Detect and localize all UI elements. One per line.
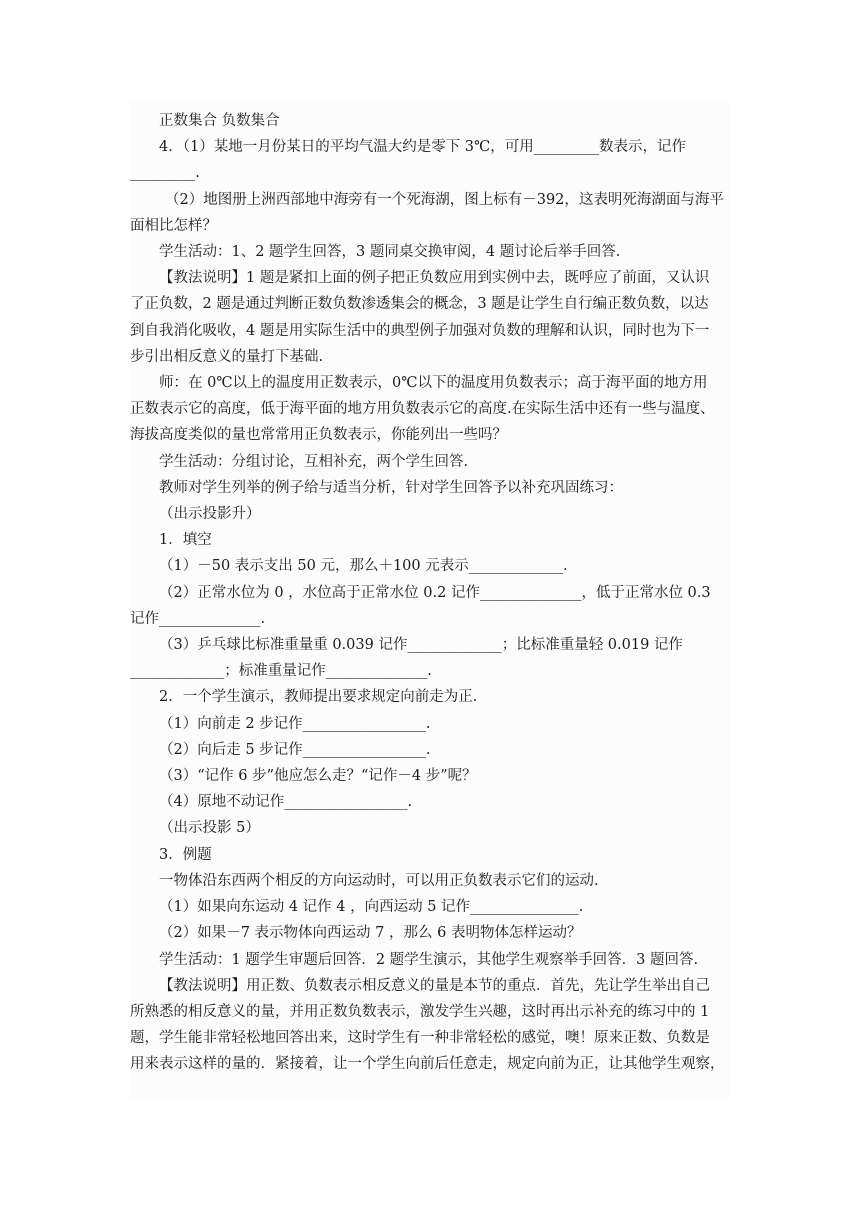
text-line: 正数表示它的高度，低于海平面的地方用负数表示它的高度.在实际生活中还有一些与温度、 [130,401,715,418]
text-line: 3．例题 [159,846,212,863]
text-line: （1）向前走 2 步记作_________________. [159,715,431,732]
text-line: （出示投影升） [159,506,261,523]
text-line: 到自我消化吸收，4 题是用实际生活中的典型例子加强对负数的理解和认识，同时也为下一 [130,322,710,339]
text-line: 一物体沿东西两个相反的方向运动时，可以用正负数表示它们的运动. [159,872,599,889]
text-line: 学生活动：1、2 题学生回答，3 题同桌交换审阅，4 题讨论后举手回答. [159,244,621,261]
text-line: 海拔高度类似的量也常常用正负数表示，你能列出一些吗？ [130,427,507,444]
text-line: 正数集合 负数集合 [159,113,280,129]
text-line: （2）正常水位为 0 ，水位高于正常水位 0.2 记作______________，低于正常水位 0.3 [159,584,711,601]
text-line: （3）“记作 6 步”他应怎么走？“记作－4 步”呢？ [159,768,477,785]
text-line: （2）如果－7 表示物体向西运动 7 ，那么 6 表明物体怎样运动？ [159,925,582,942]
text-line: （3）乒乓球比标准重量重 0.039 记作_____________；比标准重量轻 0.019 记作 [159,637,683,654]
text-line: （2）地图册上洲西部地中海旁有一个死海湖，图上标有－392，这表明死海湖面与海平 [165,191,724,208]
text-line: 记作______________. [130,610,266,627]
text-line: _________. [130,165,200,182]
text-line: 教师对学生列举的例子给与适当分析，针对学生回答予以补充巩固练习： [159,479,623,496]
text-line: 题，学生能非常轻松地回答出来，这时学生有一种非常轻松的感觉，噢！原来正数、负数是 [130,1030,710,1047]
text-line: 【教法说明】1 题是紧扣上面的例子把正负数应用到实例中去，既呼应了前面，又认识 [159,270,710,287]
text-line: 学生活动：1 题学生审题后回答．2 题学生演示，其他学生观察举手回答．3 题回答. [159,951,699,968]
text-line: _____________；标准重量记作______________. [130,663,432,680]
text-line: （1）－50 表示支出 50 元，那么＋100 元表示_____________. [159,558,568,575]
text-line: （4）原地不动记作_________________. [159,794,413,811]
document-body [130,108,730,1078]
text-line: 步引出相反意义的量打下基础. [130,348,324,365]
text-line: （2）向后走 5 步记作_________________. [159,741,431,758]
text-line: 用来表示这样的量的．紧接着，让一个学生向前后任意走，规定向前为正，让其他学生观察， [130,1056,725,1073]
text-line: 2．一个学生演示，教师提出要求规定向前走为正. [159,689,478,706]
text-line: 学生活动：分组讨论，互相补充，两个学生回答. [159,453,469,470]
text-line: （1）如果向东运动 4 记作 4 ，向西运动 5 记作_______________. [159,899,584,916]
text-line: 4．（1）某地一月份某日的平均气温大约是零下 3℃，可用_________数表示，记作 [159,139,687,156]
text-line: （出示投影 5） [159,820,260,837]
text-line: 1．填空 [159,532,212,549]
text-line: 所熟悉的相反意义的量，并用正数负数表示，激发学生兴趣，这时再出示补充的练习中的 1 [130,1003,710,1020]
text-line: 【教法说明】用正数、负数表示相反意义的量是本节的重点．首先，先让学生举出自己 [159,977,710,994]
text-line: 师：在 0℃以上的温度用正数表示，0℃以下的温度用负数表示；高于海平面的地方用 [159,375,708,392]
text-line: 面相比怎样？ [130,217,217,234]
text-line: 了正负数，2 题是通过判断正数负数渗透集会的概念，3 题是让学生自行编正数负数，以达 [130,296,709,313]
